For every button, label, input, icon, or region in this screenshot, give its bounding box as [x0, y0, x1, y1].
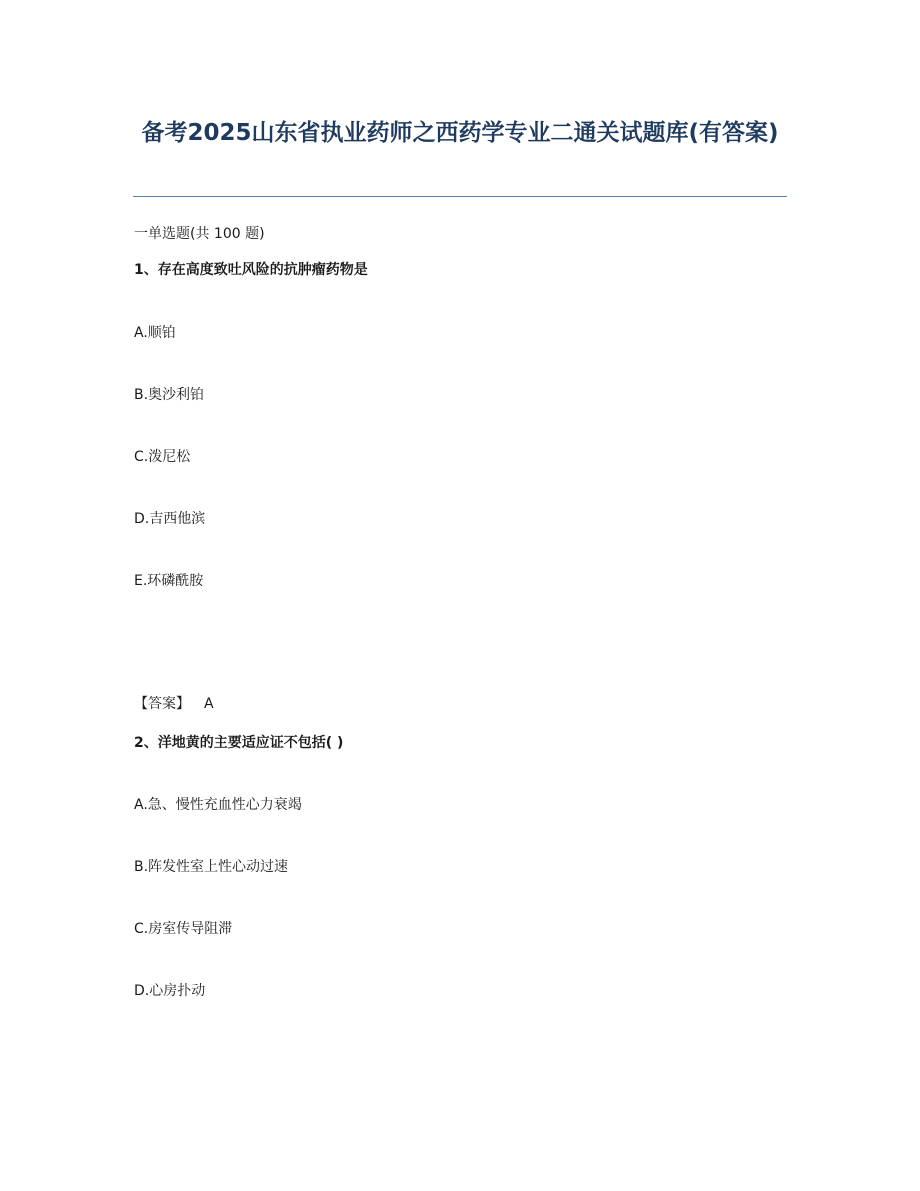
- title-divider: [133, 196, 787, 197]
- question-2-option-d: D.心房扑动: [134, 983, 206, 999]
- question-1-option-c: C.泼尼松: [134, 449, 191, 465]
- question-2-option-b: B.阵发性室上性心动过速: [134, 859, 289, 875]
- question-1-option-a: A.顺铂: [134, 325, 176, 341]
- section-heading: 一单选题(共 100 题): [134, 226, 265, 242]
- question-2-stem: 2、洋地黄的主要适应证不包括( ): [134, 735, 344, 751]
- question-2-option-c: C.房室传导阻滞: [134, 921, 233, 937]
- answer-label: 【答案】: [134, 696, 190, 712]
- question-2-option-a: A.急、慢性充血性心力衰竭: [134, 797, 302, 813]
- page-title: 备考2025山东省执业药师之西药学专业二通关试题库(有答案): [141, 120, 779, 146]
- answer-value: A: [204, 696, 214, 712]
- question-1-option-b: B.奥沙利铂: [134, 387, 205, 403]
- question-1-option-d: D.吉西他滨: [134, 511, 206, 527]
- question-1-option-e: E.环磷酰胺: [134, 573, 204, 589]
- question-1-answer: [134, 694, 214, 714]
- question-1-stem: 1、存在高度致吐风险的抗肿瘤药物是: [134, 262, 368, 278]
